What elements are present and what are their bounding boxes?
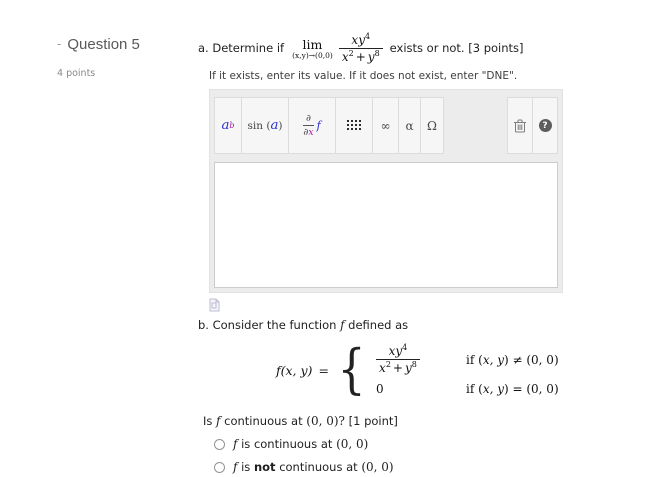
fraction-b-denominator	[376, 359, 420, 375]
stem-pre: Is	[203, 414, 217, 428]
editor-toolbar	[214, 97, 558, 154]
sin-fn: sin (	[247, 119, 271, 132]
delete-button[interactable]	[507, 97, 533, 154]
omega-symbol: Ω	[427, 118, 437, 133]
symbol-button-group	[214, 97, 444, 154]
infinity-symbol: ∞	[380, 118, 391, 133]
alpha-button[interactable]	[398, 97, 421, 154]
limit-notation	[292, 37, 333, 60]
b-num-base: xy	[388, 344, 403, 358]
equals-sign: =	[318, 362, 329, 378]
piecewise-brace: {	[337, 339, 366, 401]
stem-points: [1 point]	[344, 414, 398, 428]
part-b-prompt	[198, 318, 628, 332]
radio-option-not-continuous[interactable]	[214, 460, 628, 474]
partial-derivative-button[interactable]	[288, 97, 336, 154]
partial-fraction	[303, 113, 313, 138]
cond2-pre: if (	[466, 382, 483, 396]
infinity-button[interactable]	[372, 97, 399, 154]
b-den-x: x	[379, 361, 386, 375]
den-y-exp: 8	[374, 48, 380, 58]
fraction-a-denominator	[339, 48, 383, 64]
f-symbol: f	[340, 318, 345, 332]
partial-den-var: x	[308, 127, 314, 138]
den-y: y	[367, 49, 375, 64]
den-plus: +	[355, 49, 366, 64]
question-title: Question 5	[67, 36, 140, 53]
den-x-exp: 2	[348, 48, 354, 58]
fraction-a-numerator	[348, 33, 373, 48]
power-button[interactable]: a b	[214, 97, 242, 154]
stem-coords: (0, 0)?	[306, 414, 345, 428]
cond2-vars: x, y	[482, 382, 504, 396]
equation-editor	[209, 89, 563, 293]
piecewise-cases	[376, 344, 559, 396]
lim-text: lim	[302, 36, 323, 52]
document-icon[interactable]	[209, 298, 220, 312]
piecewise-definition	[276, 341, 628, 399]
matrix-grid-icon	[347, 120, 361, 131]
option2-f: f	[233, 460, 238, 474]
case-2-value: 0	[376, 382, 384, 396]
help-glyph: ?	[542, 120, 548, 131]
b-den-x-exp: 2	[385, 360, 391, 369]
trash-icon	[514, 119, 526, 133]
partial-num: ∂	[305, 113, 311, 124]
math-input-field[interactable]	[214, 162, 558, 288]
stem-f: f	[216, 414, 221, 428]
radio-option-continuous[interactable]	[214, 437, 628, 451]
question-points: 4 points	[57, 68, 96, 79]
option2-post: continuous at	[275, 460, 362, 474]
option1-f: f	[233, 437, 238, 451]
part-c-stem	[203, 414, 628, 428]
alpha-symbol: α	[405, 118, 414, 133]
fraction-b	[376, 344, 420, 375]
case-row-1	[376, 344, 559, 375]
option1-coords: (0, 0)	[336, 437, 369, 451]
question-sidebar	[57, 36, 187, 79]
omega-button[interactable]	[420, 97, 444, 154]
cond1-vars: x, y	[482, 352, 504, 367]
help-icon	[539, 119, 552, 132]
case-row-2	[376, 382, 559, 396]
part-a-prefix: a. Determine if	[198, 41, 285, 55]
question-body	[198, 28, 628, 474]
b-den-y: y	[404, 361, 412, 375]
help-button[interactable]	[532, 97, 558, 154]
part-a-instruction: If it exists, enter its value. If it does not exist, enter "DNE".	[209, 70, 518, 82]
sin-close: )	[278, 119, 283, 132]
option1-text: is continuous at	[237, 437, 337, 451]
fraction-a	[339, 33, 383, 64]
case-1-condition	[466, 353, 559, 367]
attachment-row	[209, 297, 628, 311]
case-2-condition	[466, 382, 559, 396]
part-a-prompt	[198, 28, 628, 68]
stem-mid: continuous at	[220, 414, 307, 428]
cond1-pre: if (	[466, 352, 483, 367]
sin-button[interactable]	[241, 97, 289, 154]
case-1-value	[376, 344, 440, 375]
b-den-y-exp: 8	[411, 360, 417, 369]
matrix-button[interactable]	[335, 97, 373, 154]
num-exp: 4	[364, 31, 371, 41]
sin-arg: a	[270, 118, 279, 133]
partial-den	[303, 125, 313, 138]
collapse-dash-icon[interactable]: -	[57, 37, 62, 51]
function-lhs: f(x, y)	[276, 362, 313, 378]
cond1-post: ) ≠ (0, 0)	[504, 352, 559, 367]
partial-den-d: ∂	[303, 127, 309, 138]
radio-button-continuous[interactable]	[214, 439, 225, 450]
option2-coords: (0, 0)	[361, 460, 394, 474]
part-b-suffix: defined as	[344, 318, 409, 332]
part-b-prefix: b. Consider the function	[198, 318, 341, 332]
num-base: xy	[351, 32, 365, 47]
option2-pre: is	[237, 460, 254, 474]
partial-arg: f	[316, 119, 321, 132]
question-title-row	[57, 36, 187, 53]
den-x: x	[341, 49, 349, 64]
lim-subscript: (x,y)→(0,0)	[292, 50, 333, 60]
cond2-post: ) = (0, 0)	[504, 382, 559, 396]
action-button-group	[507, 97, 558, 154]
b-num-exp: 4	[402, 343, 408, 352]
radio-button-not-continuous[interactable]	[214, 462, 225, 473]
option2-not: not	[253, 460, 276, 474]
part-a-suffix: exists or not. [3 points]	[389, 41, 524, 55]
power-base: a	[221, 118, 230, 133]
b-den-plus: +	[392, 361, 403, 375]
fraction-b-numerator	[386, 344, 411, 359]
